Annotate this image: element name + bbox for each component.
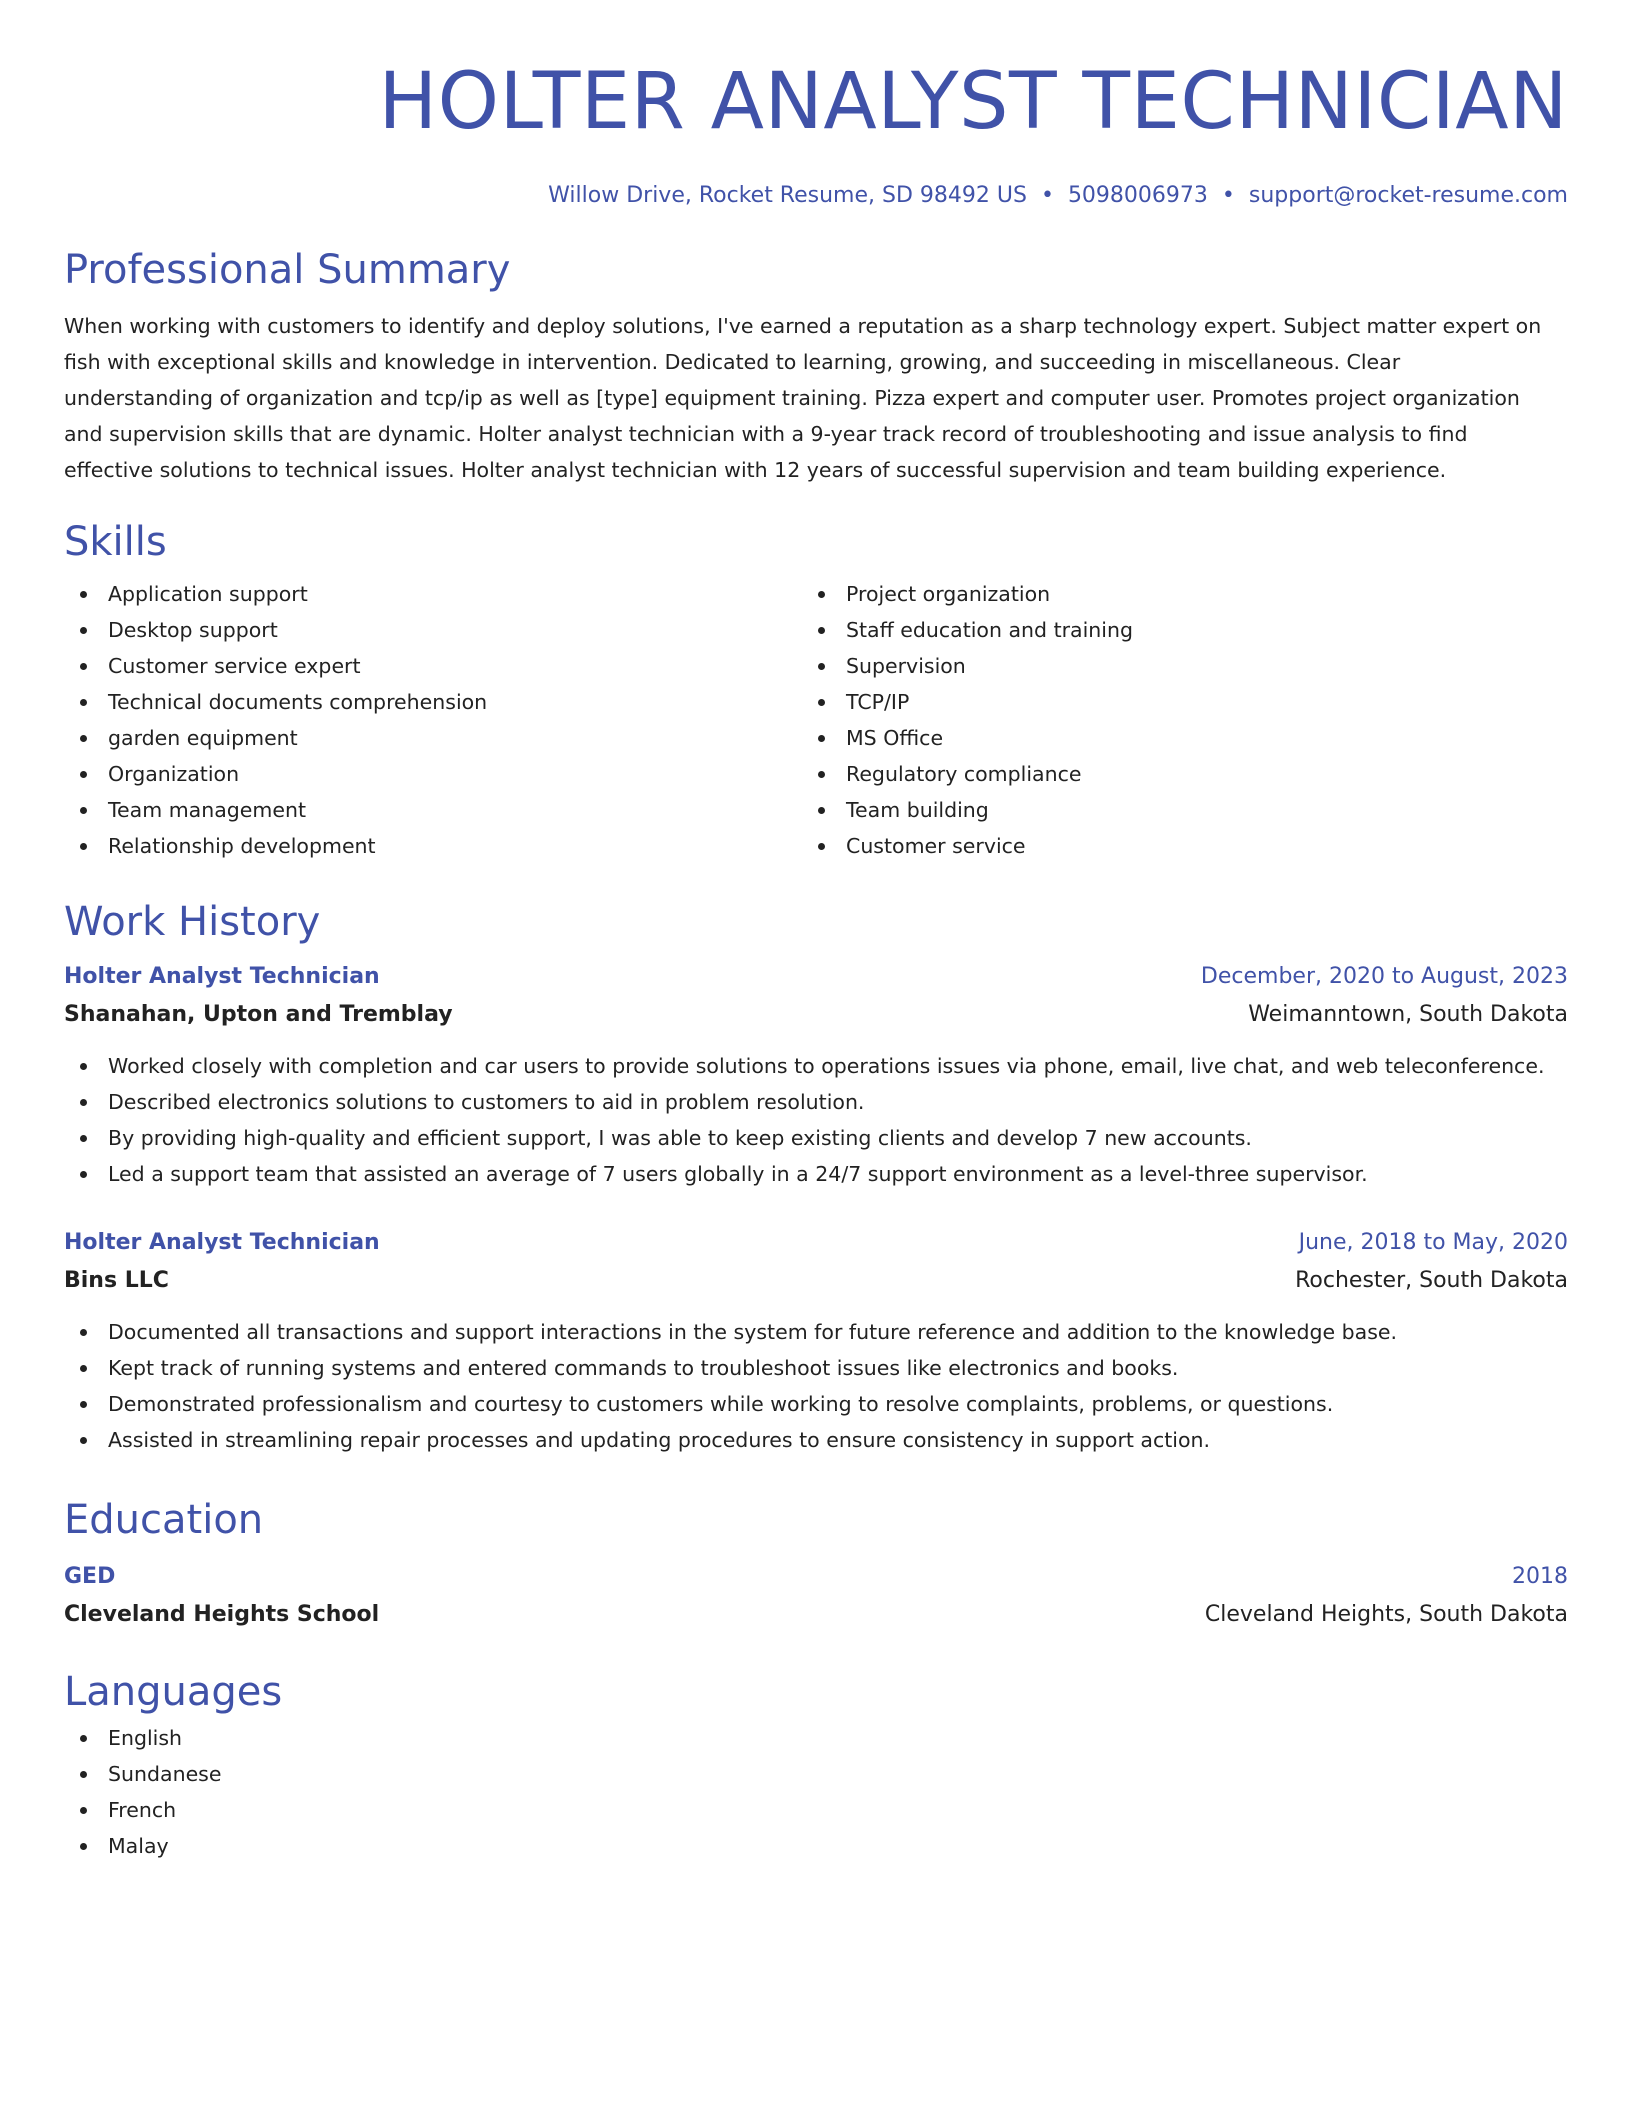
skill-item: Application support	[64, 576, 802, 612]
job-duty-item: Assisted in streamlining repair processes and updating procedures to ensure consistency in support action.	[64, 1422, 1568, 1458]
skill-item: Team management	[64, 792, 802, 828]
education-school: Cleveland Heights School	[64, 1602, 380, 1627]
skill-item: Staff education and training	[802, 612, 1540, 648]
summary-heading: Professional Summary	[64, 247, 511, 293]
language-item: English	[64, 1720, 1568, 1756]
skill-item: Customer service expert	[64, 648, 802, 684]
skill-item: Desktop support	[64, 612, 802, 648]
language-item: French	[64, 1792, 1568, 1828]
language-item: Sundanese	[64, 1756, 1568, 1792]
language-item: Malay	[64, 1828, 1568, 1864]
contact-line	[64, 180, 1568, 212]
job-duty-item: Kept track of running systems and entered commands to troubleshoot issues like electronics and books.	[64, 1350, 1568, 1386]
skill-item: Relationship development	[64, 828, 802, 864]
contact-separator: •	[1040, 183, 1054, 208]
job-duty-item: Worked closely with completion and car users to provide solutions to operations issues via phone, email, live chat, and web teleconference.	[64, 1048, 1568, 1084]
job-company: Bins LLC	[64, 1268, 169, 1293]
job-dates: June, 2018 to May, 2020	[1298, 1230, 1568, 1255]
skill-item: TCP/IP	[802, 684, 1540, 720]
job-duty-item: Demonstrated professionalism and courtesy to customers while working to resolve complaints, problems, or questions.	[64, 1386, 1568, 1422]
skill-item: Technical documents comprehension	[64, 684, 802, 720]
job-duties	[64, 1048, 1568, 1192]
job-entry	[64, 958, 1568, 1192]
job-dates: December, 2020 to August, 2023	[1200, 964, 1568, 989]
job-entry	[64, 1224, 1568, 1458]
job-duties	[64, 1314, 1568, 1458]
work-history-heading: Work History	[64, 899, 321, 945]
contact-separator: •	[1221, 183, 1235, 208]
resume-header	[64, 52, 1568, 212]
skill-item: MS Office	[802, 720, 1540, 756]
skill-item: Regulatory compliance	[802, 756, 1540, 792]
skill-item: Team building	[802, 792, 1540, 828]
contact-address: Willow Drive, Rocket Resume, SD 98492 US	[548, 183, 1027, 208]
education-entry	[64, 1558, 1568, 1634]
skills-heading: Skills	[64, 519, 167, 565]
job-title: Holter Analyst Technician	[64, 1230, 380, 1255]
skill-item: Customer service	[802, 828, 1540, 864]
job-location: Rochester, South Dakota	[1295, 1268, 1568, 1293]
job-duty-item: Documented all transactions and support interactions in the system for future reference and addition to the knowledge base.	[64, 1314, 1568, 1350]
candidate-name: HOLTER ANALYST TECHNICIAN	[378, 57, 1568, 147]
skills-column-left	[64, 576, 802, 864]
education-heading: Education	[64, 1497, 264, 1543]
skills-column-right	[802, 576, 1540, 864]
education-location: Cleveland Heights, South Dakota	[1204, 1602, 1568, 1627]
job-duty-item: Led a support team that assisted an average of 7 users globally in a 24/7 support environment as a level-three supervisor.	[64, 1156, 1568, 1192]
languages-list	[64, 1720, 1568, 1864]
summary-text: When working with customers to identify and deploy solutions, I've earned a reputation as a sharp technology expert. Subject matter expert on fish with exceptional skills and knowledge in intervention. Dedicated to learning, growing, and succeeding in miscellaneous. Clear understanding of organization and tcp/ip as well as [type] equipment training. Pizza expert and computer user. Promotes project organization and supervision skills that are dynamic. Holter analyst technician with a 9-year track record of troubleshooting and issue analysis to find effective solutions to technical issues. Holter analyst technician with 12 years of successful supervision and team building experience.	[64, 314, 1542, 482]
skills-list	[64, 576, 1568, 864]
job-location: Weimanntown, South Dakota	[1248, 1002, 1568, 1027]
skill-item: Supervision	[802, 648, 1540, 684]
education-degree: GED	[64, 1564, 116, 1589]
contact-phone: 5098006973	[1067, 183, 1208, 208]
job-title: Holter Analyst Technician	[64, 964, 380, 989]
job-duty-item: Described electronics solutions to customers to aid in problem resolution.	[64, 1084, 1568, 1120]
skill-item: Project organization	[802, 576, 1540, 612]
job-duty-item: By providing high-quality and efficient support, I was able to keep existing clients and develop 7 new accounts.	[64, 1120, 1568, 1156]
education-year: 2018	[1512, 1564, 1568, 1589]
contact-email: support@rocket-resume.com	[1248, 183, 1568, 208]
skill-item: garden equipment	[64, 720, 802, 756]
languages-heading: Languages	[64, 1669, 283, 1715]
skill-item: Organization	[64, 756, 802, 792]
job-company: Shanahan, Upton and Tremblay	[64, 1002, 453, 1027]
